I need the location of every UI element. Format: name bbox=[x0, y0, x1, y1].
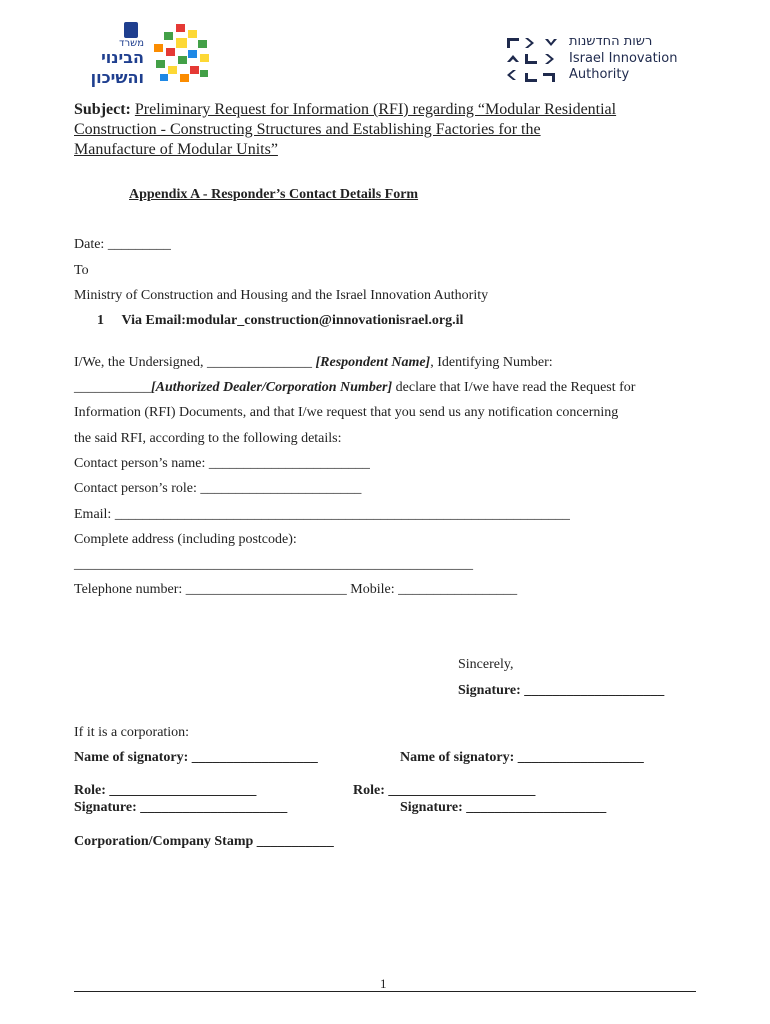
address-label: Complete address (including postcode): bbox=[74, 532, 297, 547]
signatory-role-left: Role: _____________________ bbox=[74, 783, 257, 798]
ministry-logo bbox=[80, 20, 220, 92]
declaration-text: declare that I/we have read the Request for bbox=[392, 380, 636, 395]
declaration-line-1 bbox=[74, 355, 553, 371]
signatory-name-right: Name of signatory: __________________ bbox=[400, 750, 644, 765]
to-label: To bbox=[74, 263, 89, 278]
innovation-authority-logo bbox=[505, 34, 705, 86]
signature-field: Signature: ____________________ bbox=[458, 683, 665, 698]
email-item bbox=[97, 313, 463, 329]
date-field: Date: _________ bbox=[74, 237, 171, 252]
dealer-number-placeholder: [Authorized Dealer/Corporation Number] bbox=[151, 380, 393, 395]
subject-label: Subject: bbox=[74, 101, 131, 118]
ministry-logo-line2: הבינוי bbox=[101, 48, 144, 67]
appendix-title: Appendix A - Responder’s Contact Details Form bbox=[129, 187, 419, 202]
email-item-number: 1 bbox=[97, 313, 104, 328]
declaration-line-2 bbox=[74, 380, 635, 396]
recipient: Ministry of Construction and Housing and the Israel Innovation Authority bbox=[74, 288, 489, 303]
subject-text-2: Construction - Constructing Structures and Establishing Factories for the bbox=[74, 121, 541, 138]
corporation-intro: If it is a corporation: bbox=[74, 725, 190, 740]
signatory-signature-right: Signature: ____________________ bbox=[400, 800, 607, 815]
company-stamp-field: Corporation/Company Stamp ___________ bbox=[74, 834, 334, 849]
subject-line-1 bbox=[74, 101, 616, 119]
house-cluster-icon bbox=[150, 22, 214, 88]
declaration-line-4: the said RFI, according to the following details: bbox=[74, 431, 342, 446]
page-number: 1 bbox=[380, 976, 387, 991]
signatory-role-right: Role: _____________________ bbox=[353, 783, 536, 798]
contact-name-field: Contact person’s name: _______________________ bbox=[74, 456, 370, 471]
declaration-text: , Identifying Number: bbox=[430, 355, 553, 370]
telephone-field: Telephone number: _______________________ Mobile: _________________ bbox=[74, 582, 518, 597]
declaration-line-3: Information (RFI) Documents, and that I/we request that you send us any notification concerning bbox=[74, 405, 619, 420]
menorah-emblem-icon bbox=[124, 22, 138, 38]
address-field: _________________________________________________________ bbox=[74, 557, 473, 572]
ministry-logo-line1: משרד bbox=[119, 38, 144, 49]
sincerely: Sincerely, bbox=[458, 657, 514, 672]
ministry-logo-line3: והשיכון bbox=[90, 68, 144, 87]
subject-text-3: Manufacture of Modular Units” bbox=[74, 141, 278, 158]
respondent-name-placeholder: [Respondent Name] bbox=[315, 355, 431, 370]
contact-role-field: Contact person’s role: _______________________ bbox=[74, 481, 362, 496]
email-item-text: Via Email:modular_construction@innovationisrael.org.il bbox=[121, 313, 464, 328]
signatory-name-left: Name of signatory: __________________ bbox=[74, 750, 318, 765]
footer-divider bbox=[74, 991, 696, 992]
email-field: Email: _________________________________________________________________ bbox=[74, 507, 570, 522]
authority-mark-icon bbox=[505, 36, 561, 84]
authority-logo-line1: Israel Innovation bbox=[569, 51, 678, 66]
declaration-text: ___________ bbox=[74, 380, 151, 395]
subject-text-1: Preliminary Request for Information (RFI) regarding “Modular Residential bbox=[134, 101, 617, 118]
declaration-text: I/We, the Undersigned, _______________ bbox=[74, 355, 316, 370]
signatory-signature-left: Signature: _____________________ bbox=[74, 800, 288, 815]
authority-logo-line2: Authority bbox=[569, 67, 630, 82]
authority-logo-hebrew: רשות החדשנות bbox=[569, 34, 653, 49]
